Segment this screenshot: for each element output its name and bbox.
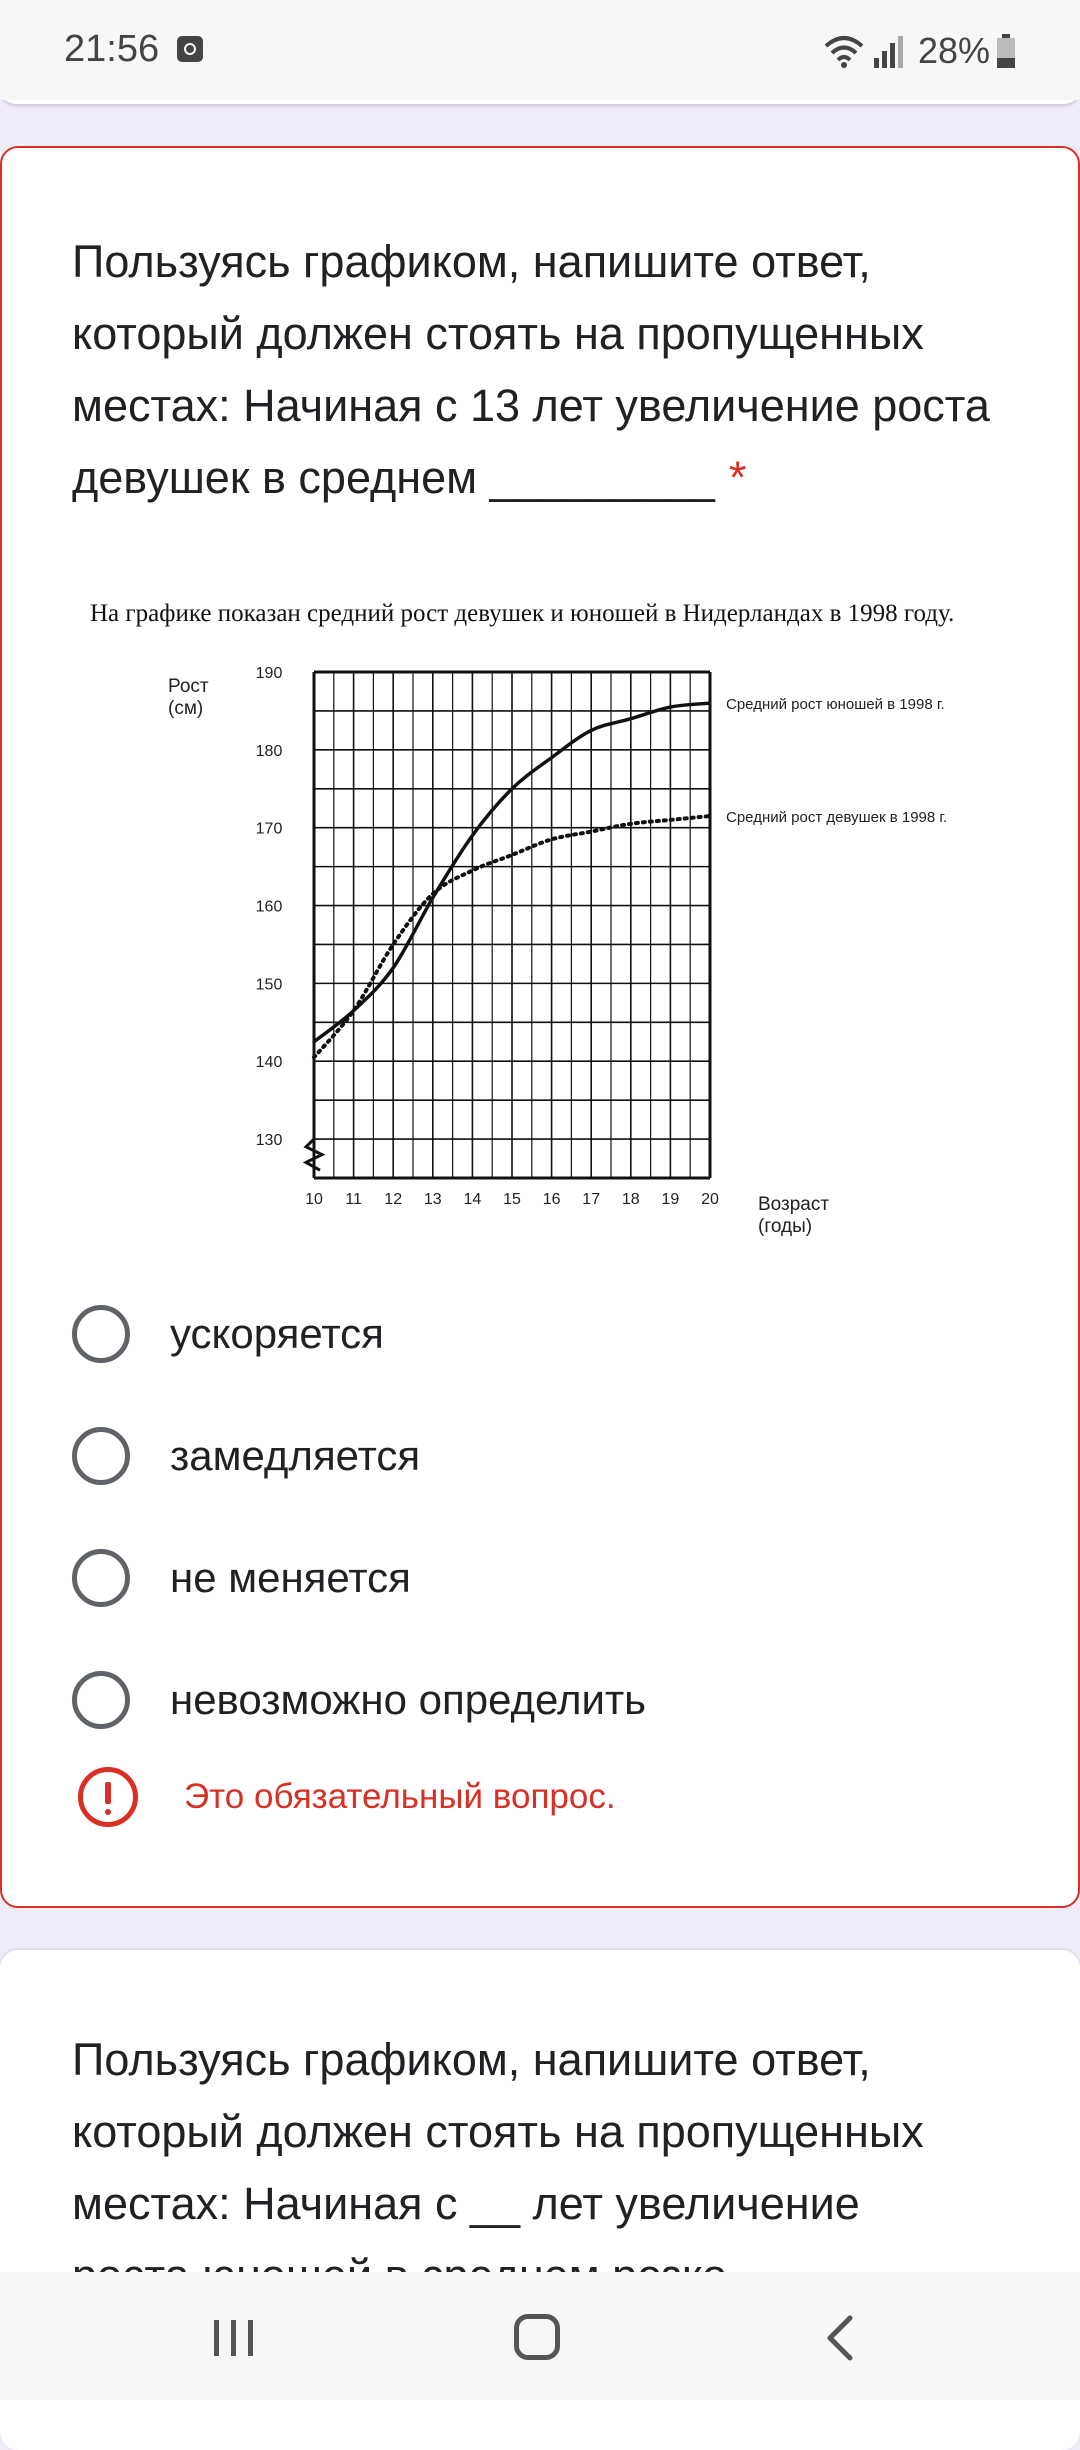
signal-icon (872, 34, 906, 68)
battery-icon (996, 34, 1016, 68)
error-icon (78, 1767, 138, 1827)
x-axis-label: (годы) (758, 1216, 813, 1237)
x-tick-label: 16 (542, 1191, 561, 1208)
required-error (78, 1762, 616, 1832)
x-tick-label: 10 (305, 1191, 323, 1208)
x-tick-label: 13 (423, 1191, 442, 1208)
y-tick-label: 170 (255, 820, 283, 838)
radio-button[interactable] (72, 1427, 130, 1485)
battery-percentage: 28% (918, 30, 991, 71)
radio-button[interactable] (72, 1549, 130, 1607)
series-label-boys: Средний рост юношей в 1998 г. (726, 696, 945, 714)
y-tick-label: 190 (255, 665, 283, 682)
option-label: невозможно определить (170, 1676, 647, 1723)
x-axis-label: Возраст (758, 1194, 830, 1215)
x-tick-label: 18 (621, 1191, 640, 1208)
x-tick-label: 14 (463, 1191, 482, 1208)
status-time: 21:56 (64, 28, 160, 70)
wifi-icon (822, 32, 866, 70)
required-indicator: * (728, 452, 747, 503)
x-tick-label: 11 (345, 1191, 362, 1208)
y-tick-label: 150 (255, 976, 283, 994)
y-tick-label: 130 (255, 1132, 283, 1150)
y-axis-label: Рост (168, 676, 209, 697)
status-bar (0, 0, 1080, 100)
question-2-line: Пользуясь графиком, напишите ответ, (72, 2034, 871, 2085)
radio-button[interactable] (72, 1671, 130, 1729)
error-text: Это обязательный вопрос. (184, 1777, 616, 1816)
option-label: замедляется (170, 1432, 421, 1479)
x-tick-label: 15 (503, 1191, 521, 1208)
x-tick-label: 12 (384, 1191, 403, 1208)
question-2-line: местах: Начиная с __ лет увеличение (72, 2178, 860, 2229)
x-tick-label: 20 (701, 1191, 719, 1208)
option-cannot-determine[interactable] (72, 1660, 972, 1740)
alarm-icon (177, 36, 203, 62)
question-title (72, 226, 1032, 514)
home-icon[interactable] (514, 2314, 560, 2360)
x-tick-label: 19 (661, 1191, 680, 1208)
y-axis-label: (см) (168, 698, 204, 719)
radio-button[interactable] (72, 1305, 130, 1363)
option-label: ускоряется (170, 1310, 384, 1357)
y-tick-label: 140 (255, 1054, 283, 1072)
option-label: не меняется (170, 1554, 411, 1601)
recent-apps-icon[interactable] (210, 2318, 258, 2358)
question-2-line: который должен стоять на пропущенных (72, 2106, 924, 2157)
x-tick-label: 17 (582, 1191, 601, 1208)
series-label-girls: Средний рост девушек в 1998 г. (726, 809, 948, 827)
option-no-change[interactable] (72, 1538, 972, 1618)
option-slows-down[interactable] (72, 1416, 972, 1496)
y-tick-label: 160 (255, 898, 283, 916)
option-accelerates[interactable] (72, 1294, 972, 1374)
back-icon[interactable] (820, 2314, 860, 2362)
chart-caption: На графике показан средний рост девушек и юношей в Нидерландах в 1998 году. (90, 600, 955, 627)
height-chart (60, 590, 1050, 1250)
y-tick-label: 180 (255, 742, 283, 760)
question-title-2 (72, 2024, 1052, 2312)
chart-svg (60, 590, 1050, 1250)
question-text: Пользуясь графиком, напишите ответ, который должен стоять на пропущенных местах: Начиная с 13 лет увеличение роста девушек в среднем _________ (72, 236, 990, 503)
